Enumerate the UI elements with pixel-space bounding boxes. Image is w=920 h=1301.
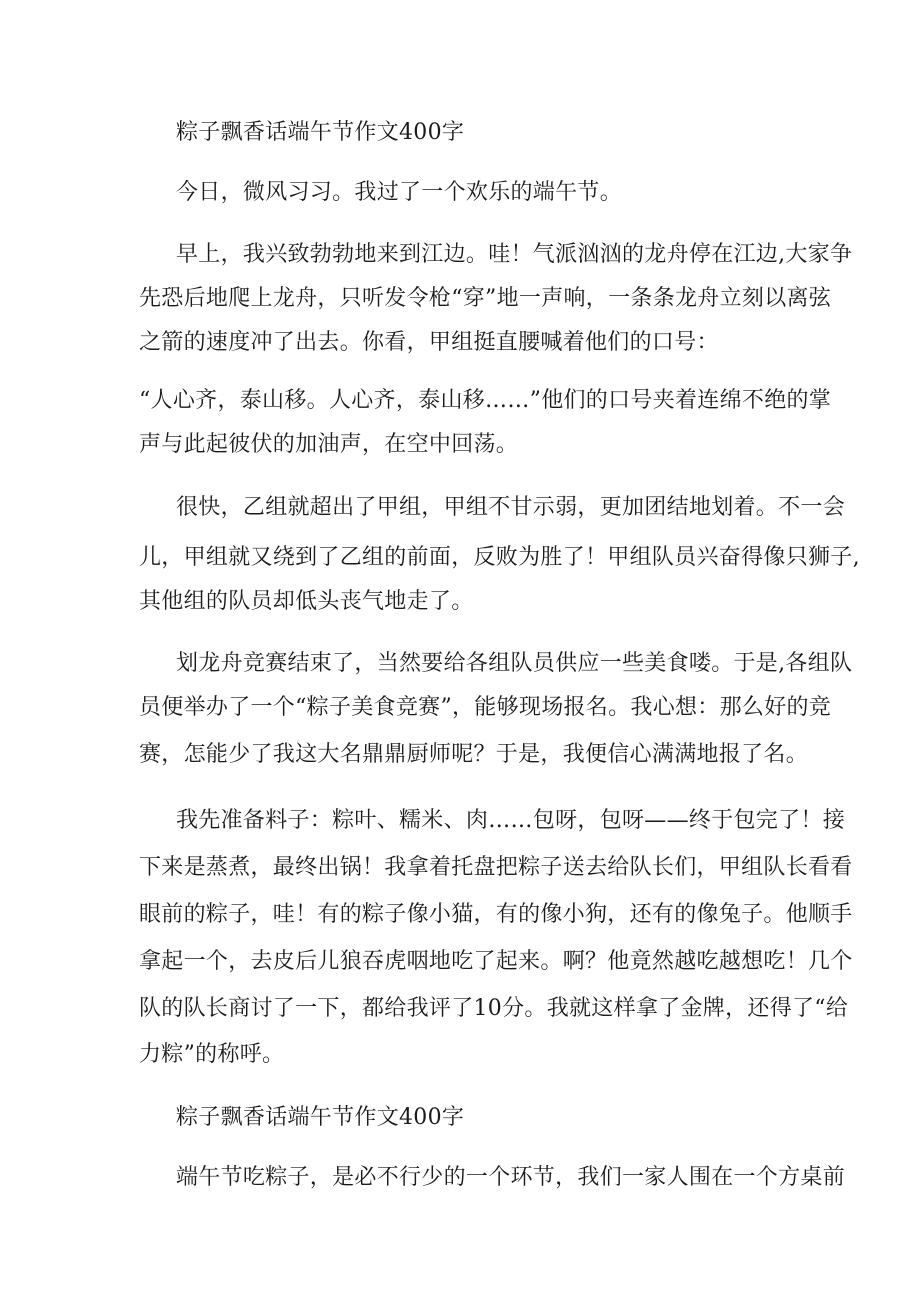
- paragraph-line: “人心齐，泰山移。人心齐，泰山移……”他们的口号夹着连绵不绝的掌: [139, 388, 832, 413]
- paragraph-line: 眼前的粽子，哇！有的粽子像小猫，有的像小狗，还有的像兔子。他顺手: [139, 902, 853, 927]
- essay-title: 粽子飘香话端午节作文400字: [176, 1105, 465, 1130]
- paragraph-line: 声与此起彼伏的加油声，在空中回荡。: [139, 432, 519, 457]
- paragraph-line: 端午节吃粽子，是必不行少的一个环节，我们一家人围在一个方桌前: [176, 1165, 846, 1190]
- paragraph-line: 拿起一个，去皮后儿狼吞虎咽地吃了起来。啊？他竟然越吃越想吃！几个: [139, 949, 853, 974]
- paragraph-line: 我先准备料子：粽叶、糯米、肉……包呀，包呀——终于包完了！接: [176, 808, 846, 833]
- paragraph-line: 之箭的速度冲了出去。你看，甲组挺直腰喊着他们的口号：: [139, 330, 719, 355]
- paragraph-line: 早上，我兴致勃勃地来到江边。哇！气派汹汹的龙舟停在江边,大家争: [176, 242, 853, 267]
- paragraph-line: 其他组的队员却低头丧气地走了。: [139, 589, 474, 614]
- paragraph-line: 下来是蒸煮，最终出锅！我拿着托盘把粽子送去给队长们，甲组队长看看: [139, 855, 853, 880]
- paragraph-line: 赛，怎能少了我这大名鼎鼎厨师呢？于是，我便信心满满地报了名。: [139, 742, 809, 767]
- paragraph-line: 队的队长商讨了一下，都给我评了10分。我就这样拿了金牌，还得了“给: [139, 996, 849, 1021]
- paragraph-line: 今日，微风习习。我过了一个欢乐的端午节。: [176, 180, 623, 205]
- paragraph-line: 先恐后地爬上龙舟，只听发令枪“穿”地一声响，一条条龙舟立刻以离弦: [139, 286, 832, 311]
- essay-title: 粽子飘香话端午节作文400字: [176, 120, 465, 145]
- paragraph-line: 员便举办了一个“粽子美食竞赛”，能够现场报名。我心想：那么好的竞: [139, 695, 832, 720]
- paragraph-line: 儿，甲组就又绕到了乙组的前面，反败为胜了！甲组队员兴奋得像只狮子,: [139, 545, 860, 570]
- paragraph-line: 力粽”的称呼。: [139, 1042, 285, 1067]
- paragraph-line: 划龙舟竞赛结束了，当然要给各组队员供应一些美食喽。于是,各组队: [176, 651, 853, 676]
- paragraph-line: 很快，乙组就超出了甲组，甲组不甘示弱，更加团结地划着。不一会: [176, 495, 846, 520]
